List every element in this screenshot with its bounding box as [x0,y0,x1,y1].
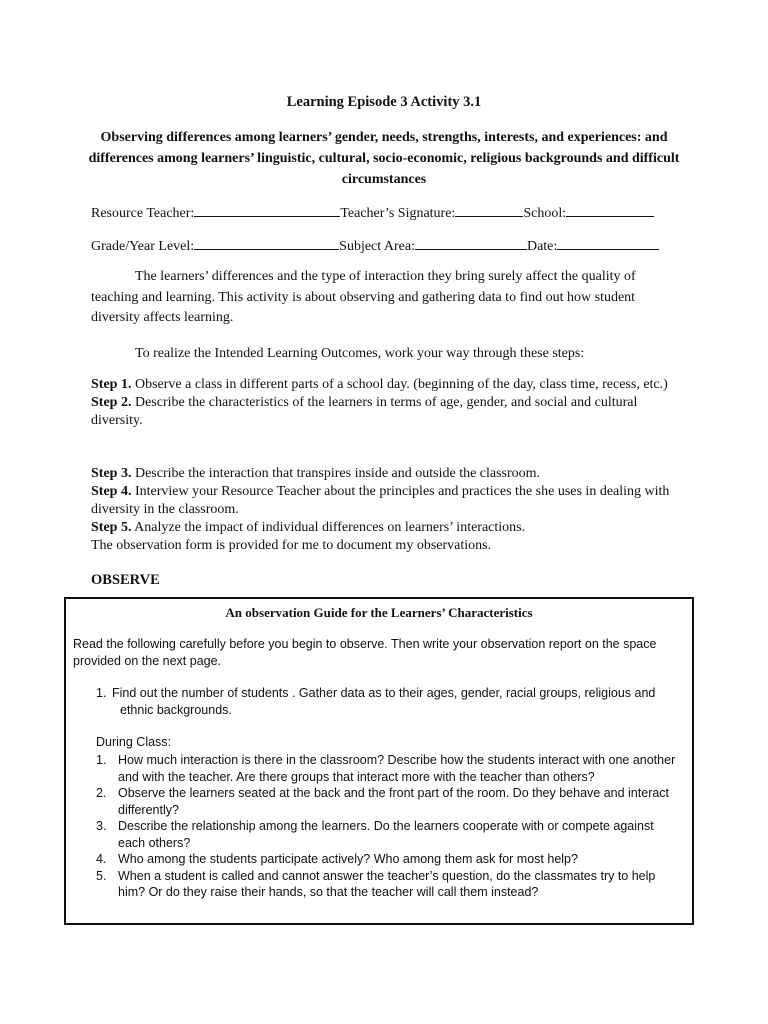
grade-level-field[interactable] [194,235,339,250]
list-item [96,818,681,851]
list-number: 3. [96,819,107,833]
list-item-text: How much interaction is there in the classroom? Describe how the students interact with one another and with the teacher. Are there groups that interact more with the teacher than others? [118,753,676,784]
grade-level-label: Grade/Year Level: [91,239,195,254]
step-text: Interview your Resource Teacher about the principles and practices the she uses in dealing with diversity in the classroom. [91,484,670,517]
instructions-paragraph: To realize the Intended Learning Outcomes, work your way through these steps: [135,346,585,361]
guide-item-1-line-1: Find out the number of students . Gather data as to their ages, gender, racial groups, religious and [112,686,656,700]
list-item-text: Who among the students participate actively? Who among them ask for most help? [118,852,578,866]
step-label: Step 1. [91,377,132,392]
resource-teacher-label: Resource Teacher: [91,206,195,221]
step-label: Step 4. [91,484,132,499]
document-title: Learning Episode 3 Activity 3.1 [286,94,482,110]
step-2 [91,394,681,430]
list-item [96,785,681,818]
teacher-signature-label: Teacher’s Signature: [340,206,456,221]
list-item [96,851,681,868]
guide-intro: Read the following carefully before you begin to observe. Then write your observation report on the space provided on the next page. [73,637,657,668]
school-field[interactable] [566,202,654,217]
list-item [96,752,681,785]
list-number: 1. [96,753,107,767]
guide-title: An observation Guide for the Learners’ Characteristics [225,605,533,620]
info-row-1 [91,202,691,222]
list-number: 1. [96,686,107,700]
step-5 [91,519,681,537]
resource-teacher-field[interactable] [194,202,340,217]
step-4 [91,483,681,519]
document-subtitle: Observing differences among learners’ gender, needs, strengths, interests, and experiences: and differences among learners’ linguistic, cultural, socio-economic, religious backgrounds and difficult circumstances [88,130,680,187]
step-text: Describe the interaction that transpires inside and outside the classroom. [131,466,541,481]
list-item-text: Observe the learners seated at the back and the front part of the room. Do they behave and interact differently? [118,786,670,817]
during-class-label: During Class: [96,735,172,749]
list-item-text: Describe the relationship among the learners. Do the learners cooperate with or compete against each others? [118,819,654,850]
step-text: Observe a class in different parts of a school day. (beginning of the day, class time, recess, etc.) [131,377,668,392]
step-3 [91,465,681,483]
guide-item-1-line-2: ethnic backgrounds. [120,703,232,717]
observation-guide-box [64,597,694,925]
during-class-list [96,752,681,901]
school-label: School: [523,206,567,221]
intro-paragraph: The learners’ differences and the type of interaction they bring surely affect the quality of teaching and learning. This activity is about observing and gathering data to find out how student diversity affects learning. [91,269,636,325]
date-field[interactable] [557,235,659,250]
list-item-text: When a student is called and cannot answer the teacher’s question, do the classmates try to help him? Or do they raise their hands, so that the teacher will call them instead? [118,868,656,899]
step-text: Describe the characteristics of the learners in terms of age, gender, and social and cultural diversity. [91,395,638,428]
step-text: Analyze the impact of individual differences on learners’ interactions. [131,520,526,535]
steps-group-2 [91,465,681,555]
steps-group-1 [91,376,681,430]
list-number: 4. [96,852,107,866]
subject-area-field[interactable] [415,235,527,250]
subject-area-label: Subject Area: [339,239,415,254]
step-label: Step 5. [91,520,132,535]
teacher-signature-field[interactable] [455,202,523,217]
closing-text: The observation form is provided for me to document my observations. [91,538,492,553]
step-label: Step 3. [91,466,132,481]
info-row-2 [91,235,691,255]
observe-heading: OBSERVE [91,572,160,588]
date-label: Date: [526,239,558,254]
step-label: Step 2. [91,395,132,410]
list-number: 2. [96,786,107,800]
list-number: 5. [96,868,107,883]
step-1 [91,376,681,394]
list-item [96,868,681,901]
